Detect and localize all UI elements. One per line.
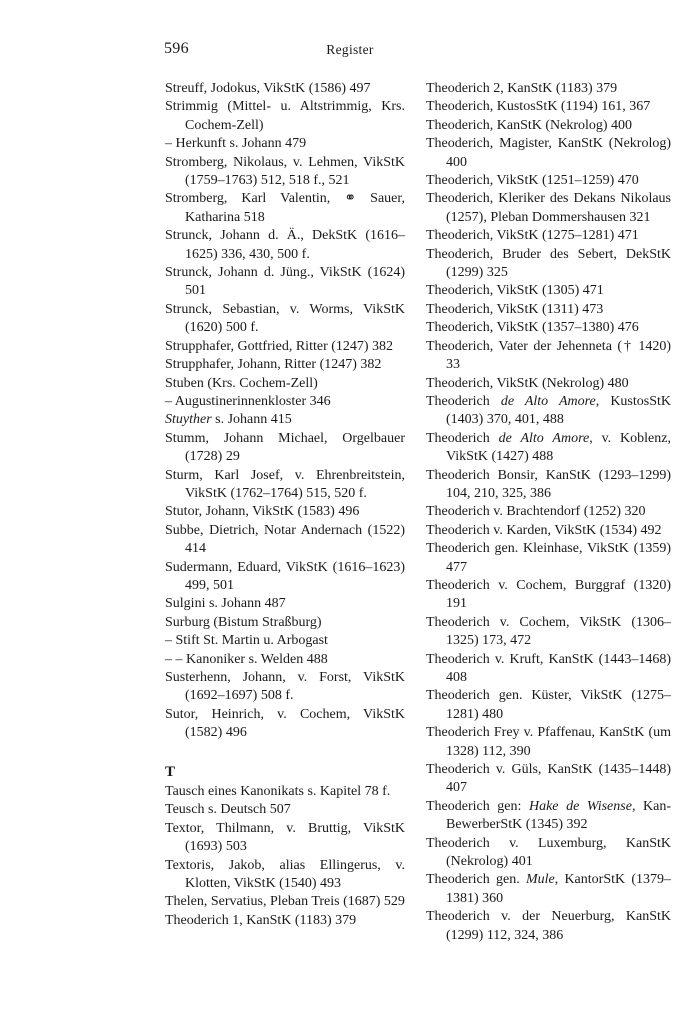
index-entry: Strupphafer, Johann, Ritter (1247) 382 — [165, 357, 382, 373]
list-group-theoderich-d — [426, 908, 671, 945]
index-entry: Theoderich de Alto Amore, v. Koblenz, VikStK (1427) 488 — [426, 430, 671, 465]
index-entry: Strunck, Johann d. Ä., DekStK (1616–1625) 336, 430, 500 f. — [165, 228, 405, 262]
index-entry: Textoris, Jakob, alias Ellingerus, v. Klotten, VikStK (1540) 493 — [165, 857, 405, 892]
index-entry: Strupphafer, Gottfried, Ritter (1247) 382 — [165, 338, 394, 354]
index-entry: Tausch eines Kanonikats s. Kapitel 78 f. — [165, 784, 391, 800]
index-entry: Theoderich, VikStK (Nekrolog) 480 — [426, 375, 629, 391]
index-entry: Subbe, Dietrich, Notar Andernach (1522) 414 — [165, 522, 405, 557]
index-entry: Theoderich 1, KanStK (1183) 379 — [165, 912, 357, 928]
index-entry: Theoderich, VikStK (1311) 473 — [426, 301, 604, 317]
index-entry: Thelen, Servatius, Pleban Treis (1687) 529 — [165, 894, 405, 910]
index-entry: – Augustinerinnenkloster 346 — [165, 393, 331, 409]
italic-term: de Alto Amore — [498, 430, 590, 446]
index-entry: Theoderich v. Güls, KanStK (1435–1448) 407 — [426, 762, 671, 796]
index-entry: Susterhenn, Johann, v. Forst, VikStK (1692–1697) 508 f. — [165, 670, 405, 704]
index-entry: Strunck, Johann d. Jüng., VikStK (1624) 501 — [165, 265, 405, 299]
index-entry: Sulgini s. Johann 487 — [165, 596, 286, 612]
index-column-left — [165, 80, 405, 930]
index-entry: Theoderich, Magister, KanStK (Nekrolog) 400 — [426, 136, 671, 170]
index-entry: Theoderich gen. Kleinhase, VikStK (1359) 477 — [426, 541, 671, 575]
index-entry: Sudermann, Eduard, VikStK (1616–1623) 499, 501 — [165, 559, 405, 593]
index-entry: – Stift St. Martin u. Arbogast — [165, 633, 328, 649]
index-entry: Stuyther s. Johann 415 — [165, 412, 292, 428]
index-entry: Stutor, Johann, VikStK (1583) 496 — [165, 504, 360, 520]
index-entry: Textor, Thilmann, v. Bruttig, VikStK (1693) 503 — [165, 820, 405, 855]
list-group-theoderich-b — [426, 467, 671, 798]
index-entry: Theoderich, VikStK (1305) 471 — [426, 283, 604, 299]
index-entry: – Herkunft s. Johann 479 — [165, 136, 307, 152]
index-entry: Theoderich de Alto Amore, KustosStK (1403) 370, 401, 488 — [426, 393, 672, 428]
index-entry: Theoderich, Kleriker des Dekans Nikolaus (1257), Pleban Dommershausen 321 — [426, 191, 671, 225]
index-entry: – – Kanoniker s. Welden 488 — [165, 651, 328, 667]
index-entry: Theoderich, Vater der Jehenneta († 1420) 33 — [426, 338, 671, 373]
index-entry: Theoderich gen: Hake de Wisense, Kan-BewerberStK (1345) 392 — [426, 798, 671, 833]
list-group-s-cont — [165, 430, 405, 743]
index-entry: Theoderich v. Cochem, Burggraf (1320) 191 — [426, 577, 671, 612]
index-entry: Theoderich, VikStK (1275–1281) 471 — [426, 228, 639, 244]
index-entry: Theoderich, KanStK (Nekrolog) 400 — [426, 117, 633, 133]
index-entry: Theoderich Frey v. Pfaffenau, KanStK (um 1328) 112, 390 — [426, 725, 671, 759]
index-entry: Teusch s. Deutsch 507 — [165, 802, 291, 818]
index-entry: Theoderich, VikStK (1251–1259) 470 — [426, 173, 639, 189]
section-letter-t: T — [165, 763, 176, 780]
index-entry: Theoderich, KustosStK (1194) 161, 367 — [426, 99, 651, 115]
page-header — [0, 40, 700, 60]
index-entry: Sutor, Heinrich, v. Cochem, VikStK (1582) 496 — [165, 706, 405, 741]
index-entry: Theoderich v. Kruft, KanStK (1443–1468) 408 — [426, 651, 671, 685]
index-entry: Theoderich, Bruder des Sebert, DekStK (1299) 325 — [426, 246, 671, 281]
index-entry: Theoderich gen. Küster, VikStK (1275–1281) 480 — [426, 688, 671, 722]
index-entry: Theoderich Bonsir, KanStK (1293–1299) 104, 210, 325, 386 — [426, 467, 671, 501]
index-entry: Sturm, Karl Josef, v. Ehrenbreitstein, VikStK (1762–1764) 515, 520 f. — [165, 467, 405, 501]
index-entry: Stumm, Johann Michael, Orgelbauer (1728) 29 — [165, 430, 405, 465]
index-entry: Theoderich v. der Neuerburg, KanStK (1299) 112, 324, 386 — [426, 909, 671, 943]
index-entry: Theoderich 2, KanStK (1183) 379 — [426, 81, 618, 96]
index-column-right — [426, 80, 671, 945]
italic-term: Mule — [525, 872, 555, 888]
index-entry: Streuff, Jodokus, VikStK (1586) 497 — [165, 81, 371, 96]
index-entry: Stromberg, Karl Valentin, ⚭ Sauer, Katharina 518 — [165, 191, 405, 225]
index-entry: Surburg (Bistum Straßburg) — [165, 614, 322, 630]
index-entry: Strimmig (Mittel- u. Altstrimmig, Krs. Cochem-Zell) — [165, 99, 405, 133]
index-entry: Theoderich, VikStK (1357–1380) 476 — [426, 320, 639, 336]
list-group-theoderich-c — [426, 835, 671, 872]
running-head: Register — [326, 42, 374, 57]
page-number: 596 — [164, 40, 189, 57]
index-entry: Theoderich v. Cochem, VikStK (1306–1325) 173, 472 — [426, 614, 671, 649]
index-entry: Theoderich v. Luxemburg, KanStK (Nekrolog) 401 — [426, 835, 671, 870]
index-entry: Theoderich v. Karden, VikStK (1534) 492 — [426, 522, 662, 538]
index-entry: Theoderich gen. Mule, KantorStK (1379–1381) 360 — [426, 872, 671, 906]
list-group-t — [165, 783, 405, 930]
italic-term: Hake de Wisense — [528, 798, 632, 814]
index-entry: Stromberg, Nikolaus, v. Lehmen, VikStK (1759–1763) 512, 518 f., 521 — [165, 154, 405, 189]
italic-term: de Alto Amore — [500, 393, 596, 409]
italic-term: Stuyther — [165, 412, 212, 428]
index-entry: Theoderich v. Brachtendorf (1252) 320 — [426, 504, 646, 520]
index-entry: Stuben (Krs. Cochem-Zell) — [165, 375, 318, 391]
list-group-s — [165, 80, 405, 411]
index-entry: Strunck, Sebastian, v. Worms, VikStK (1620) 500 f. — [165, 301, 405, 336]
list-group-theoderich-a — [426, 80, 671, 393]
